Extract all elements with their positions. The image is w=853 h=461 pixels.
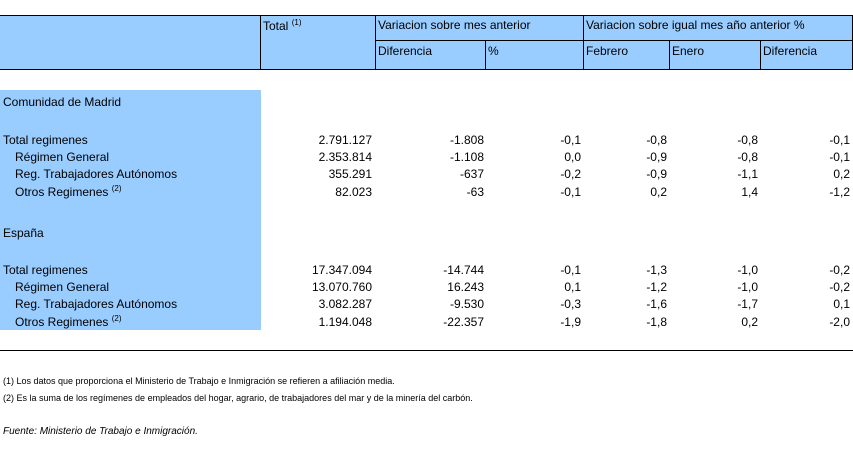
row-label: Régimen General bbox=[15, 150, 110, 164]
row-label: Total regimenes bbox=[3, 133, 88, 147]
header-enero: Enero bbox=[672, 44, 705, 58]
cell-enero: -0,8 bbox=[737, 150, 758, 164]
row-label-sup: (2) bbox=[111, 184, 122, 193]
cell-diferencia: -637 bbox=[459, 167, 484, 181]
cell-diferencia: -63 bbox=[466, 185, 484, 199]
header-total-sup: (1) bbox=[291, 18, 302, 27]
row-label: Otros Regimenes $^{(2)}$ bbox=[15, 184, 122, 199]
cell-percent: -0,1 bbox=[560, 133, 581, 147]
cell-diferencia-year: -0,2 bbox=[829, 263, 850, 277]
row-label: Otros Regimenes $^{(2)}$ bbox=[15, 314, 122, 329]
header-febrero: Febrero bbox=[586, 44, 629, 58]
cell-enero: -1,7 bbox=[737, 297, 758, 311]
header-divider bbox=[669, 41, 670, 69]
cell-enero: 0,2 bbox=[741, 315, 758, 329]
section-title: Comunidad de Madrid bbox=[3, 95, 122, 109]
cell-enero: -1,0 bbox=[737, 263, 758, 277]
cell-enero: 1,4 bbox=[741, 185, 758, 199]
header-divider bbox=[485, 41, 486, 69]
cell-diferencia: 16.243 bbox=[447, 280, 484, 294]
cell-total: 355.291 bbox=[328, 167, 372, 181]
header-diferencia: Diferencia bbox=[378, 44, 433, 58]
cell-diferencia-year: 0,1 bbox=[833, 297, 850, 311]
cell-percent: -0,2 bbox=[560, 167, 581, 181]
header-total: Total $^{(1)}$ bbox=[263, 18, 302, 33]
cell-febrero: -1,6 bbox=[646, 297, 667, 311]
section-title: España bbox=[3, 226, 44, 240]
cell-diferencia: -14.744 bbox=[443, 263, 484, 277]
cell-percent: -0,1 bbox=[560, 185, 581, 199]
cell-diferencia: -1.108 bbox=[449, 150, 484, 164]
cell-diferencia: -22.357 bbox=[443, 315, 484, 329]
cell-febrero: -1,2 bbox=[646, 280, 667, 294]
header-mid-rule bbox=[375, 40, 853, 41]
row-label: Régimen General bbox=[15, 280, 110, 294]
cell-febrero: -1,8 bbox=[646, 315, 667, 329]
cell-diferencia-year: -0,2 bbox=[829, 280, 850, 294]
header-top-rule bbox=[0, 15, 853, 16]
cell-diferencia-year: 0,2 bbox=[833, 167, 850, 181]
header-bottom-rule bbox=[0, 69, 853, 70]
header-group-prev-month: Variacion sobre mes anterior bbox=[378, 18, 531, 32]
cell-total: 3.082.287 bbox=[318, 297, 372, 311]
cell-diferencia: -1.808 bbox=[449, 133, 484, 147]
header-divider bbox=[760, 41, 761, 69]
cell-enero: -1,1 bbox=[737, 167, 758, 181]
row-label: Reg. Trabajadores Autónomos bbox=[15, 297, 178, 311]
cell-enero: -1,0 bbox=[737, 280, 758, 294]
cell-febrero: -1,3 bbox=[646, 263, 667, 277]
cell-total: 13.070.760 bbox=[311, 280, 372, 294]
header-divider bbox=[260, 15, 261, 69]
header-divider bbox=[583, 15, 584, 69]
cell-diferencia-year: -0,1 bbox=[829, 133, 850, 147]
cell-percent: -0,1 bbox=[560, 263, 581, 277]
row-label: Total regimenes bbox=[3, 263, 88, 277]
cell-diferencia-year: -2,0 bbox=[829, 315, 850, 329]
cell-total: 1.194.048 bbox=[318, 315, 372, 329]
cell-febrero: -0,9 bbox=[646, 150, 667, 164]
row-label-sup: (2) bbox=[111, 314, 122, 323]
cell-percent: -1,9 bbox=[560, 315, 581, 329]
header-divider bbox=[375, 15, 376, 69]
label-band bbox=[0, 90, 261, 330]
cell-febrero: -0,9 bbox=[646, 167, 667, 181]
cell-febrero: 0,2 bbox=[650, 185, 667, 199]
cell-diferencia-year: -0,1 bbox=[829, 150, 850, 164]
table-bottom-rule bbox=[0, 350, 853, 351]
cell-diferencia-year: -1,2 bbox=[829, 185, 850, 199]
cell-febrero: -0,8 bbox=[646, 133, 667, 147]
cell-percent: 0,0 bbox=[564, 150, 581, 164]
cell-total: 82.023 bbox=[335, 185, 372, 199]
footnote-1: (1) Los datos que proporciona el Ministerio de Trabajo e Inmigración se refieren a afiliación media. bbox=[3, 376, 395, 386]
cell-percent: -0,3 bbox=[560, 297, 581, 311]
header-percent: % bbox=[488, 44, 499, 58]
cell-enero: -0,8 bbox=[737, 133, 758, 147]
cell-total: 2.353.814 bbox=[318, 150, 372, 164]
header-group-prev-year: Variacion sobre igual mes año anterior % bbox=[586, 18, 805, 32]
source-note: Fuente: Ministerio de Trabajo e Inmigración. bbox=[3, 426, 198, 437]
cell-diferencia: -9.530 bbox=[449, 297, 484, 311]
cell-percent: 0,1 bbox=[564, 280, 581, 294]
cell-total: 2.791.127 bbox=[318, 133, 372, 147]
footnote-2: (2) Es la suma de los regímenes de empleados del hogar, agrario, de trabajadores del mar y de la minería del carbón. bbox=[3, 393, 473, 403]
cell-total: 17.347.094 bbox=[311, 263, 372, 277]
header-diferencia-year: Diferencia bbox=[763, 44, 818, 58]
row-label: Reg. Trabajadores Autónomos bbox=[15, 167, 178, 181]
